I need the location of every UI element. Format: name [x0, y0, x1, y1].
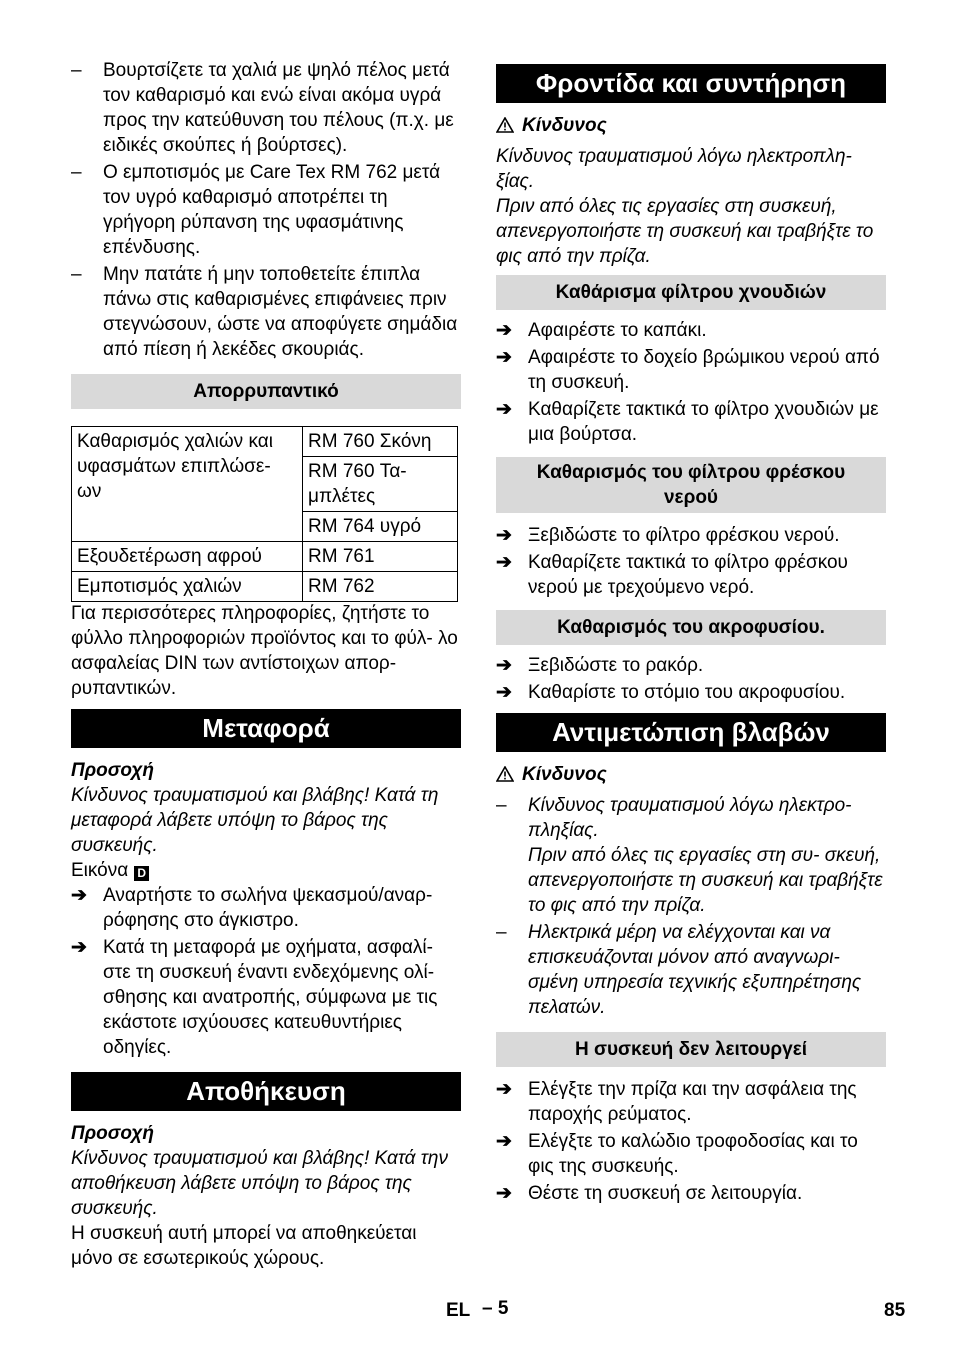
list-item-text: Αφαιρέστε το δοχείο βρώμικου νερού από τη συσκευή.	[528, 347, 880, 393]
arrow-icon: ➔	[496, 347, 512, 368]
list-item-text: Ελέγξτε το καλώδιο τροφοδοσίας και το φις της συσκευής.	[528, 1131, 858, 1177]
trouble-item-1a: Κίνδυνος τραυματισμού λόγω ηλεκτρο- πληξίας.	[528, 795, 852, 841]
list-item	[496, 793, 886, 918]
table-row	[72, 427, 458, 457]
table-cell-value: RM 760 Τα- μπλέτες	[303, 457, 458, 512]
list-item-text: Καθαρίστε το στόμιο του ακροφυσίου.	[528, 682, 846, 703]
not-working-steps	[496, 1077, 886, 1206]
list-item-text: Βουρτσίζετε τα χαλιά με ψηλό πέλος μετά τον καθαρισμό και ενώ είναι ακόμα υγρά προς την κατεύθυνση του πέλους (π.χ. με ειδικές σκούπες ή βούρτσες).	[103, 60, 454, 156]
transport-warning-text: Κίνδυνος τραυματισμού και βλάβης! Κατά τη μεταφορά λάβετε υπόψη το βάρος της συσκευής.	[71, 785, 439, 856]
footer-language: EL	[446, 1300, 471, 1321]
list-item	[496, 1077, 886, 1127]
arrow-icon: ➔	[496, 525, 512, 546]
arrow-icon: ➔	[71, 937, 87, 958]
dash-marker: –	[496, 795, 507, 816]
list-item	[496, 920, 886, 1020]
list-item	[71, 160, 461, 260]
figure-reference	[71, 858, 461, 883]
transport-caution-label: Προσοχή	[71, 760, 155, 781]
list-item	[71, 883, 461, 933]
list-item	[496, 345, 886, 395]
warning-triangle-icon	[496, 764, 514, 789]
arrow-icon: ➔	[496, 1131, 512, 1152]
intro-list	[71, 58, 461, 362]
list-item-text: Ξεβιδώστε το ρακόρ.	[528, 655, 704, 676]
lint-steps	[496, 318, 886, 447]
arrow-icon: ➔	[496, 399, 512, 420]
list-item-text: Θέστε τη συσκευή σε λειτουργία.	[528, 1183, 803, 1204]
list-item	[496, 397, 886, 447]
care-text-1: Κίνδυνος τραυματισμού λόγω ηλεκτροπλη- ξίας.	[496, 146, 852, 192]
table-row	[72, 572, 458, 602]
arrow-icon: ➔	[496, 682, 512, 703]
list-item	[71, 262, 461, 362]
trouble-danger-text: Κίνδυνος	[522, 764, 607, 785]
lint-filter-heading: Καθάρισμα φίλτρου χνουδιών	[496, 275, 886, 310]
list-item-text	[528, 793, 886, 918]
dash-marker: –	[496, 922, 507, 943]
dash-marker: –	[71, 60, 82, 81]
table-cell-value: RM 760 Σκόνη	[303, 427, 458, 457]
arrow-icon: ➔	[496, 1079, 512, 1100]
list-item-text: Κατά τη μεταφορά με οχήματα, ασφαλί- στε τη συσκευή έναντι ενδεχόμενης ολί- σθησης και ανατροπής, σύμφωνα με τις εκάστοτε ισχύουσες κατευθυντήριες οδηγίες.	[103, 937, 438, 1058]
table-cell-label: Εξουδετέρωση αφρού	[72, 542, 303, 572]
list-item	[496, 653, 886, 678]
list-item-text: Ελέγξτε την πρίζα και την ασφάλεια της παροχής ρεύματος.	[528, 1079, 857, 1125]
care-danger-label	[496, 113, 886, 140]
list-item	[496, 1129, 886, 1179]
storage-heading: Αποθήκευση	[71, 1072, 461, 1111]
storage-warning-text: Κίνδυνος τραυματισμού και βλάβης! Κατά την αποθήκευση λάβετε υπόψη το βάρος της συσκευής.	[71, 1148, 448, 1219]
list-item	[496, 680, 886, 705]
left-column	[71, 58, 461, 1271]
list-item-text: Ο εμποτισμός με Care Tex RM 762 μετά τον υγρό καθαρισμό αποτρέπει τη γρήγορη ρύπανση της υφασμάτινης επένδυσης.	[103, 162, 441, 258]
arrow-icon: ➔	[496, 552, 512, 573]
troubleshooting-heading: Αντιμετώπιση βλαβών	[496, 713, 886, 752]
list-item	[496, 318, 886, 343]
nozzle-heading: Καθαρισμός του ακροφυσίου.	[496, 610, 886, 645]
table-row	[72, 542, 458, 572]
not-working-heading: Η συσκευή δεν λειτουργεί	[496, 1032, 886, 1067]
detergent-heading: Απορρυπαντικό	[71, 374, 461, 409]
arrow-icon: ➔	[496, 655, 512, 676]
detergent-note: Για περισσότερες πληροφορίες, ζητήστε το φύλλο πληροφοριών προϊόντος και το φύλ- λο ασφαλείας DIN των αντίστοιχων απορ- ρυπαντικών.	[71, 603, 458, 699]
table-cell-label: Καθαρισμός χαλιών και υφασμάτων επιπλώσε- ων	[72, 427, 303, 542]
storage-caution-label: Προσοχή	[71, 1123, 155, 1144]
care-text-2: Πριν από όλες τις εργασίες στη συσκευή, απενεργοποιήστε τη συσκευή και τραβήξτε το φις από την πρίζα.	[496, 196, 874, 267]
fresh-water-filter-heading: Καθαρισμός του φίλτρου φρέσκου νερού	[496, 457, 886, 513]
footer-section-number: – 5	[482, 1298, 509, 1319]
table-cell-label: Εμποτισμός χαλιών	[72, 572, 303, 602]
detergent-table	[71, 426, 458, 602]
dash-marker: –	[71, 264, 82, 285]
list-item	[496, 1181, 886, 1206]
list-item-text: Αναρτήστε το σωλήνα ψεκασμού/αναρ- ρόφησης στο άγκιστρο.	[103, 885, 433, 931]
table-cell-value: RM 762	[303, 572, 458, 602]
list-item-text: Καθαρίζετε τακτικά το φίλτρο χνουδιών με μια βούρτσα.	[528, 399, 879, 445]
figure-letter-box: D	[134, 866, 149, 881]
warning-triangle-icon	[496, 115, 514, 140]
list-item	[71, 935, 461, 1060]
care-heading: Φροντίδα και συντήρηση	[496, 64, 886, 103]
list-item-text: Μην πατάτε ή μην τοποθετείτε έπιπλα πάνω στις καθαρισμένες επιφάνειες πριν στεγνώσουν, ώστε να αποφύγετε σημάδια από πίεση ή λεκέδες σκουριάς.	[103, 264, 458, 360]
right-column	[496, 58, 886, 1206]
list-item-text: Καθαρίζετε τακτικά το φίλτρο φρέσκου νερού με τρεχούμενο νερό.	[528, 552, 848, 598]
trouble-item-1b: Πριν από όλες τις εργασίες στη συ- σκευή, απενεργοποιήστε τη συσκευή και τραβήξτε το φις από την πρίζα.	[528, 845, 883, 916]
list-item	[71, 58, 461, 158]
dash-marker: –	[71, 162, 82, 183]
arrow-icon: ➔	[496, 320, 512, 341]
arrow-icon: ➔	[71, 885, 87, 906]
transport-heading: Μεταφορά	[71, 709, 461, 748]
list-item-text: Ξεβιδώστε το φίλτρο φρέσκου νερού.	[528, 525, 840, 546]
list-item-text: Αφαιρέστε το καπάκι.	[528, 320, 707, 341]
nozzle-steps	[496, 653, 886, 705]
figure-label: Εικόνα	[71, 860, 129, 881]
footer-page-number: 85	[884, 1300, 906, 1321]
care-danger-text: Κίνδυνος	[522, 115, 607, 136]
list-item-text: Ηλεκτρικά μέρη να ελέγχονται και να επισκευάζονται μόνον από αναγνωρι- σμένη υπηρεσία τεχνικής εξυπηρέτησης πελατών.	[528, 922, 862, 1018]
trouble-danger-label	[496, 762, 886, 789]
table-cell-value: RM 764 υγρό	[303, 512, 458, 542]
table-cell-value: RM 761	[303, 542, 458, 572]
arrow-icon: ➔	[496, 1183, 512, 1204]
storage-note: Η συσκευή αυτή μπορεί να αποθηκεύεται μόνο σε εσωτερικούς χώρους.	[71, 1223, 417, 1269]
list-item	[496, 523, 886, 548]
list-item	[496, 550, 886, 600]
fresh-steps	[496, 523, 886, 600]
